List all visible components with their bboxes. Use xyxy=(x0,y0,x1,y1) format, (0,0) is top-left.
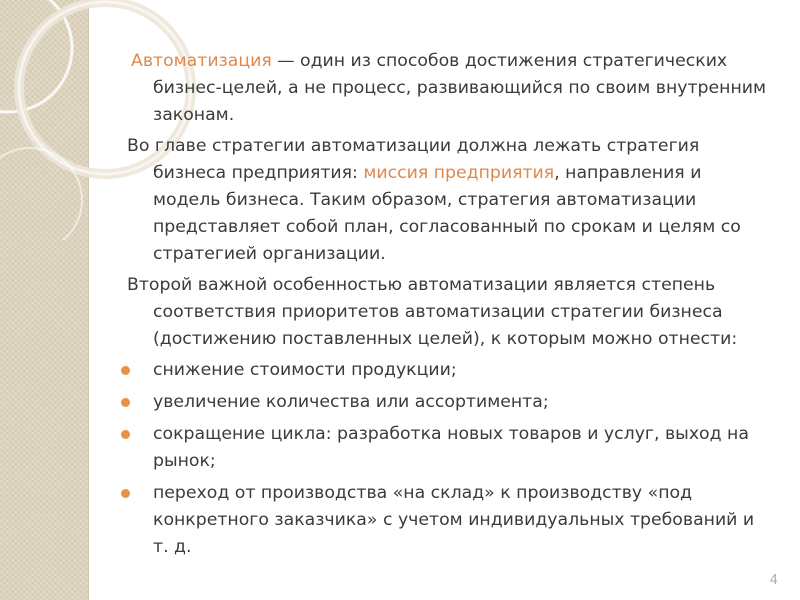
paragraph-strategy xyxy=(103,133,773,268)
list-item-text: увеличение количества или ассортимента; xyxy=(153,392,549,412)
paragraph-automation-definition xyxy=(103,48,773,129)
list-item xyxy=(103,357,773,384)
page-number: 4 xyxy=(769,573,778,588)
term-automation: Автоматизация xyxy=(131,51,272,71)
list-item xyxy=(103,421,773,475)
paragraph-text: — один из способов достижения стратегических бизнес-целей, а не процесс, развивающийся по своим внутренним законам. xyxy=(153,51,767,125)
slide-content xyxy=(103,48,773,566)
side-panel-divider xyxy=(88,0,89,600)
bullet-dot-icon xyxy=(121,430,130,439)
bullet-dot-icon xyxy=(121,398,130,407)
paragraph-text: , направления и модель бизнеса. Таким образом, стратегия автоматизации представляет собой план, согласованный по срокам и целям со стратегией организации. xyxy=(153,163,741,264)
list-item xyxy=(103,480,773,561)
bullet-dot-icon xyxy=(121,366,130,375)
paragraph-text: Второй важной особенностью автоматизации является степень соответствия приоритетов автоматизации стратегии бизнеса (достижению поставленных целей), к которым можно отнести: xyxy=(127,275,738,349)
decorative-side-panel xyxy=(0,0,88,600)
list-item xyxy=(103,389,773,416)
list-item-text: снижение стоимости продукции; xyxy=(153,360,457,380)
bullet-dot-icon xyxy=(121,489,130,498)
list-item-text: сокращение цикла: разработка новых товаров и услуг, выход на рынок; xyxy=(153,424,749,471)
paragraph-text: Во главе стратегии автоматизации должна лежать стратегия бизнеса предприятия: xyxy=(127,136,700,183)
paragraph-priorities xyxy=(103,272,773,353)
term-enterprise-mission: миссия предприятия xyxy=(363,163,555,183)
list-item-text: переход от производства «на склад» к производству «под конкретного заказчика» с учетом индивидуальных требований и т. д. xyxy=(153,483,755,557)
